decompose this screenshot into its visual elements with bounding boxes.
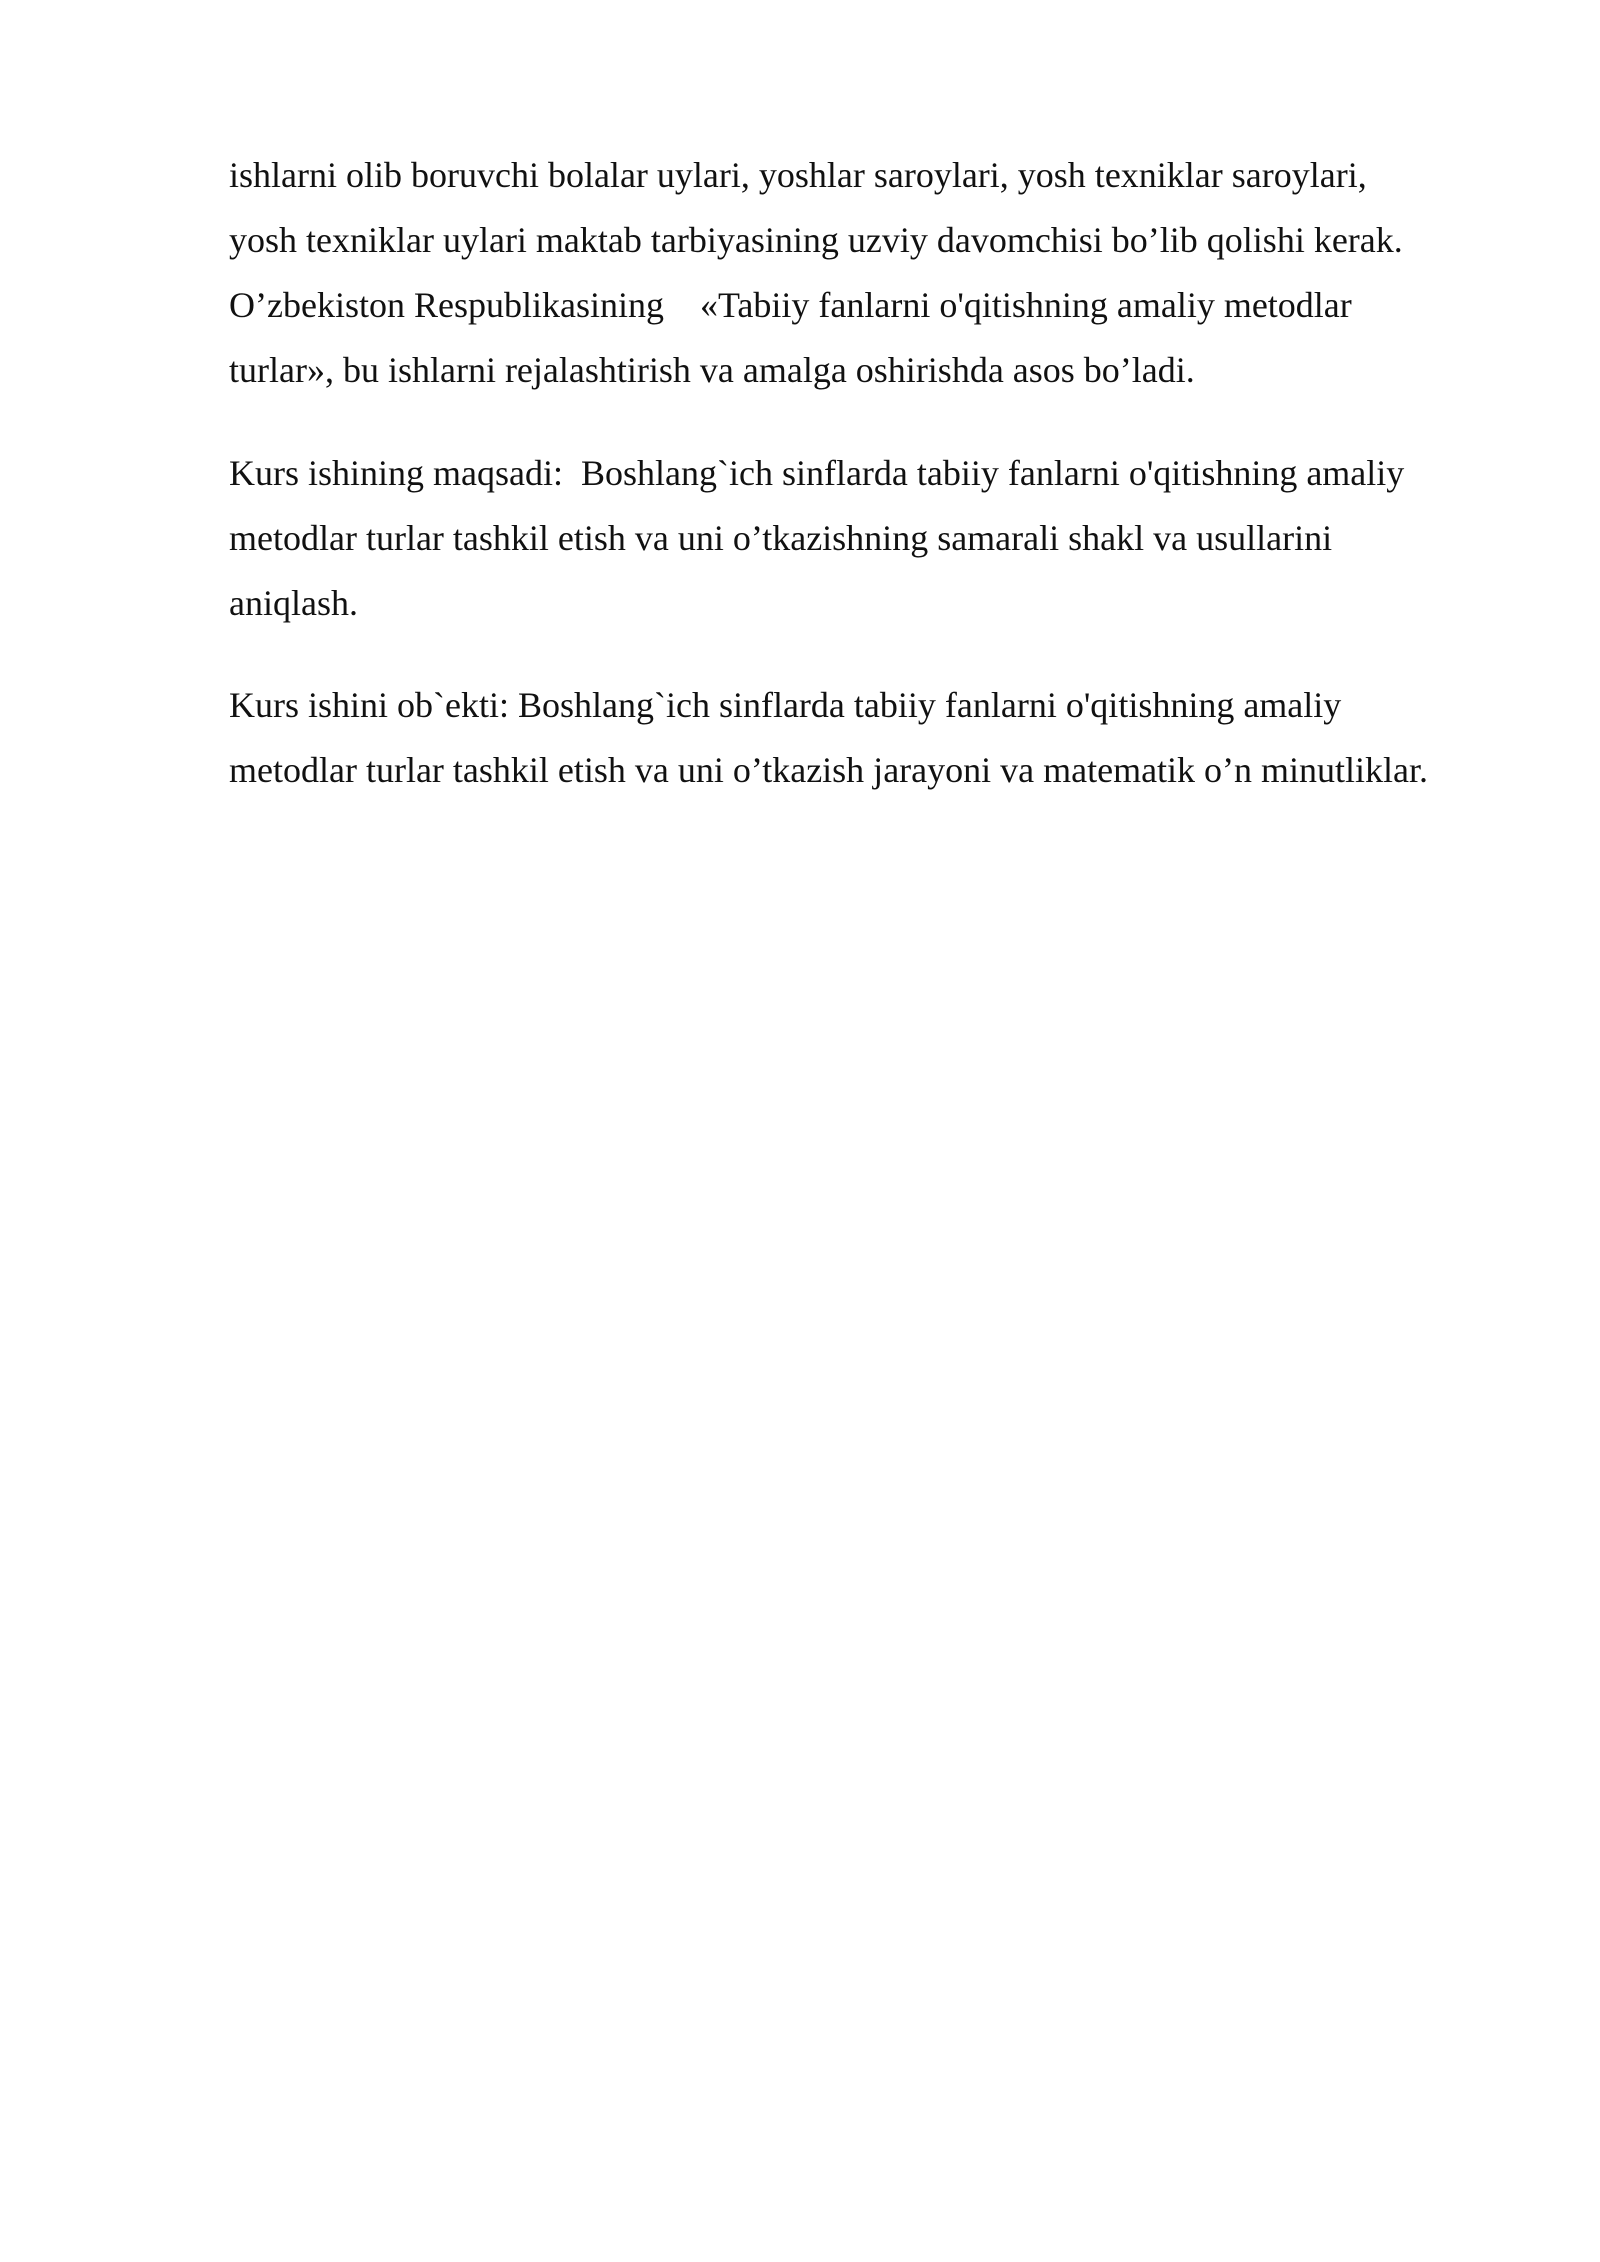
paragraph-line: Kurs ishini ob`ekti: Boshlang`ich sinflarda tabiiy fanlarni o'qitishning amaliy (229, 685, 1342, 725)
paragraph-line: metodlar turlar tashkil etish va uni o’tkazish jarayoni va matematik o’n minutliklar. (229, 750, 1429, 790)
paragraph-line: metodlar turlar tashkil etish va uni o’tkazishning samarali shakl va usullarini (229, 518, 1333, 558)
paragraph-line: turlar», bu ishlarni rejalashtirish va amalga oshirishda asos bo’ladi. (229, 350, 1195, 390)
paragraph-line: ishlarni olib boruvchi bolalar uylari, yoshlar saroylari, yosh texniklar saroylari, (229, 155, 1367, 195)
paragraph-line: Kurs ishining maqsadi: Boshlang`ich sinflarda tabiiy fanlarni o'qitishning amaliy (229, 453, 1405, 493)
paragraph-intro (229, 143, 1529, 403)
paragraph-line: yosh texniklar uylari maktab tarbiyasining uzviy davomchisi bo’lib qolishi kerak. (229, 220, 1403, 260)
paragraph-line: O’zbekiston Respublikasining «Tabiiy fanlarni o'qitishning amaliy metodlar (229, 285, 1352, 325)
paragraph-line: aniqlash. (229, 583, 358, 623)
paragraph-goal (229, 441, 1529, 636)
paragraph-object (229, 673, 1529, 803)
